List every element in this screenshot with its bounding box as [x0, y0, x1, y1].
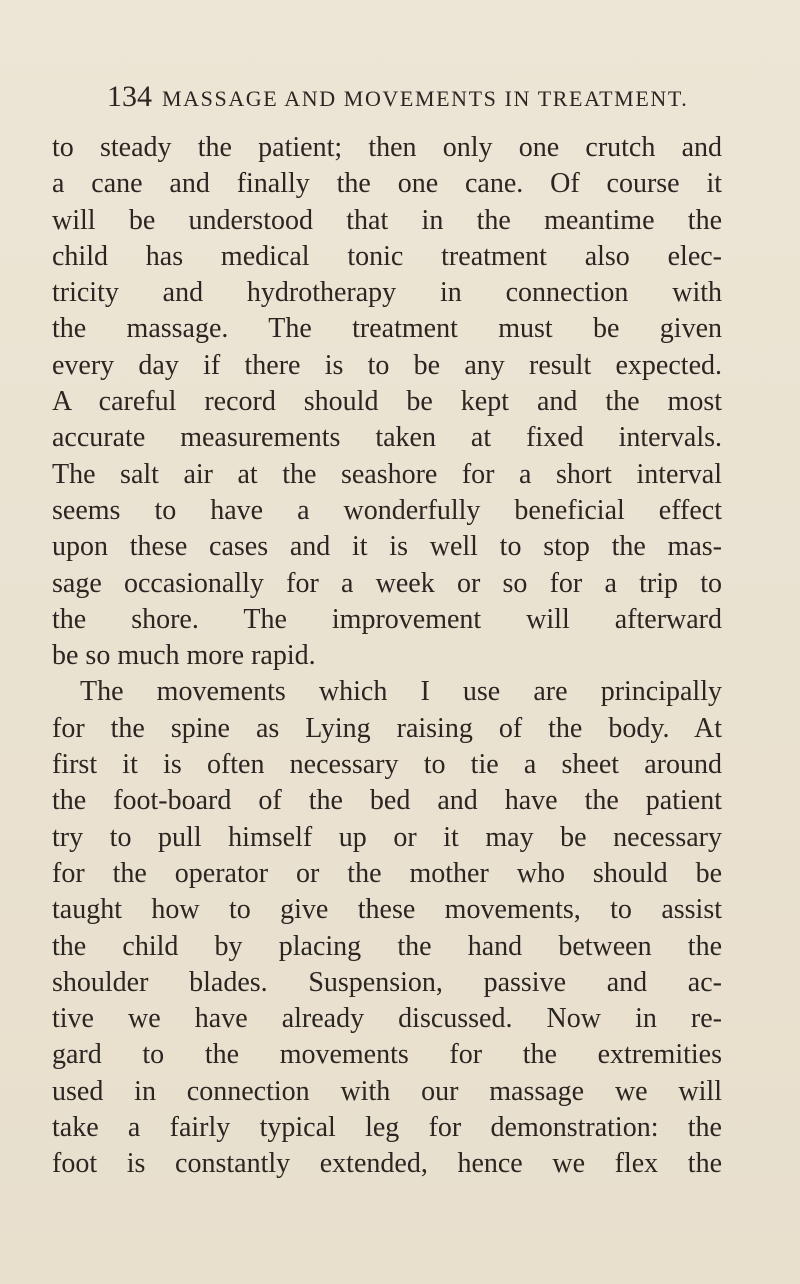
text-line: the foot-board of the bed and have the patient	[52, 785, 722, 817]
text-line: first it is often necessary to tie a sheet around	[52, 749, 722, 781]
text-line: will be understood that in the meantime the	[52, 204, 722, 236]
text-line: tive we have already discussed. Now in re-	[52, 1003, 722, 1035]
text-line: sage occasionally for a week or so for a trip to	[52, 567, 722, 599]
body-text	[52, 130, 722, 1183]
text-line: the shore. The improvement will afterward	[52, 603, 722, 635]
running-head-title: MASSAGE AND MOVEMENTS IN TREATMENT.	[162, 86, 689, 111]
text-line: to steady the patient; then only one crutch and	[52, 132, 722, 163]
page-number: 134	[107, 80, 152, 113]
text-line: the massage. The treatment must be given	[52, 313, 722, 345]
text-line: take a fairly typical leg for demonstration: the	[52, 1112, 722, 1144]
text-line: seems to have a wonderfully beneficial effect	[52, 494, 722, 526]
text-line: upon these cases and it is well to stop the mas-	[52, 531, 722, 563]
text-line: A careful record should be kept and the most	[52, 386, 722, 418]
text-line-paragraph-start: The movements which I use are principally	[80, 676, 722, 708]
running-head	[107, 80, 689, 120]
text-line: for the operator or the mother who should be	[52, 857, 722, 889]
text-line: gard to the movements for the extremities	[52, 1039, 722, 1071]
text-line: used in connection with our massage we will	[52, 1075, 722, 1107]
text-line: tricity and hydrotherapy in connection with	[52, 277, 722, 309]
text-line: every day if there is to be any result expected.	[52, 349, 722, 381]
text-line: a cane and finally the one cane. Of course it	[52, 168, 722, 200]
text-line: for the spine as Lying raising of the body. At	[52, 712, 722, 744]
text-line: accurate measurements taken at fixed intervals.	[52, 422, 722, 454]
text-line: shoulder blades. Suspension, passive and ac-	[52, 966, 722, 998]
text-line: The salt air at the seashore for a short interval	[52, 458, 722, 490]
text-line: the child by placing the hand between the	[52, 930, 722, 962]
text-line: child has medical tonic treatment also elec-	[52, 240, 722, 272]
text-line: foot is constantly extended, hence we flex the	[52, 1148, 722, 1180]
text-line-paragraph-end: be so much more rapid.	[52, 640, 316, 672]
text-line: try to pull himself up or it may be necessary	[52, 821, 722, 853]
text-line: taught how to give these movements, to assist	[52, 894, 722, 926]
